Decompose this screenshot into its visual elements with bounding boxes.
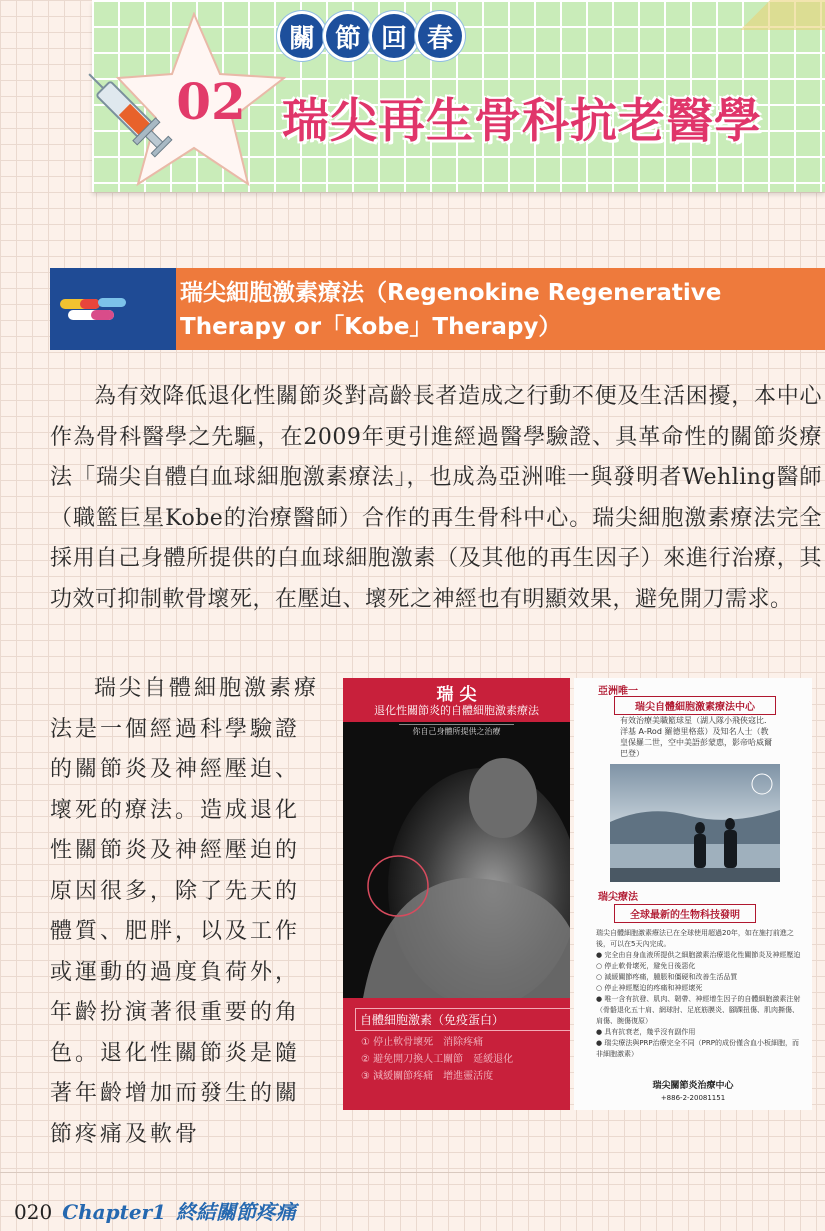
page-number: 020 xyxy=(14,1200,53,1224)
brochure-clinic-name: 瑞尖關節炎治療中心 xyxy=(652,1081,734,1091)
brochure-image-right xyxy=(574,678,812,1110)
section-title: 瑞尖細胞激素療法（Regenokine Regenerative Therapy or「Kobe」Therapy） xyxy=(180,280,722,340)
body-paragraph: 為有效降低退化性關節炎對高齡長者造成之行動不便及生活困擾，本中心作為骨科醫學之先驅，在2009年更引進經過醫學驗證、具革命性的關節炎療法「瑞尖自體白血球細胞激素療法」，也成為亞洲唯一與發明者Wehling醫師（職籃巨星Kobe的治療醫師）合作的再生骨科中心。瑞尖細胞激素療法完全採用自己身體所提供的白血球細胞激素（及其他的再生因子）來進行治療，其功效可抑制軟骨壞死，在壓迫、壞死之神經也有明顯效果，避免開刀需求。 xyxy=(50,384,822,612)
list-item: ● 瑞尖療法與PRP治療完全不同（PRP的成份僅含血小板細胞，而非細胞激素） xyxy=(596,1039,799,1058)
header-badges xyxy=(280,14,462,58)
brochure-image-left xyxy=(343,678,570,1110)
syringe-icon xyxy=(78,58,178,168)
brochure-box-title: 全球最新的生物科技發明 xyxy=(614,904,756,923)
header-tape xyxy=(685,0,825,30)
footer-divider xyxy=(0,1172,825,1173)
brochure-tagline: 你自己身體所提供之治療 xyxy=(399,724,514,737)
list-item: ● 完全由自身血液所提供之細胞激素治療退化性關節炎及神經壓迫 xyxy=(596,951,801,959)
brochure-label: 亞洲唯一 xyxy=(598,686,638,697)
brochure-intro: 有效治療美職籃球星（湖人隊小飛俠寇比．洋基 A-Rod 羅德里格茲）及知名人士（教皇保羅二世，空中美語彭蒙惠，影帝哈威爾巴登） xyxy=(620,716,772,758)
brochure-box-title: 瑞尖自體細胞激素療法中心 xyxy=(614,696,776,715)
pills-icon xyxy=(58,295,128,325)
brochure-brand: 瑞 尖 xyxy=(436,685,477,705)
header-badge: 節 xyxy=(326,14,370,58)
list-item: ○ 減緩關節疼痛，腫脹和僵硬和改善生活品質 xyxy=(596,973,738,981)
chapter-number: 02 xyxy=(176,72,246,131)
brochure-bottom-list xyxy=(361,1034,513,1085)
brochure-list xyxy=(596,928,802,1060)
list-item: ② 避免開刀換人工關節 延緩退化 xyxy=(361,1054,514,1065)
list-item: ① 停止軟骨壞死 消除疼痛 xyxy=(361,1037,484,1048)
list-item: ● 具有抗衰老，幾乎沒有副作用 xyxy=(596,1028,696,1036)
page-title: 瑞尖再生骨科抗老醫學 xyxy=(282,94,762,149)
header-badge: 回 xyxy=(372,14,416,58)
body-paragraph: 瑞尖自體細胞激素療法是一個經過科學驗證的關節炎及神經壓迫、壞死的療法。造成退化性關節炎及神經壓迫的原因很多，除了先天的體質、肥胖，以及工作或運動的過度負荷外，年齡扮演著很重要的角色。退化性關節炎是隨著年齡增加而發生的關節疼痛及軟骨 xyxy=(50,676,320,1147)
landscape-photo xyxy=(610,764,780,882)
brochure-label: 瑞尖療法 xyxy=(598,892,638,903)
list-item: ● 唯一含有抗發、肌肉、韌帶、神經增生因子的自體細胞激素注射（骨骼退化五十肩、網球肘、足底筋膜炎、腳踝扭傷、肌肉撕傷、肩傷、腕傷復原） xyxy=(596,995,801,1025)
brochure-phone: +886-2-20081151 xyxy=(660,1094,726,1102)
page-footer xyxy=(14,1196,296,1225)
list-item: ○ 停止神經壓迫的疼痛和神經壞死 xyxy=(596,984,703,992)
header-badge: 關 xyxy=(280,14,324,58)
brochure-subtitle: 退化性關節炎的自體細胞激素療法 xyxy=(374,704,539,717)
chapter-name: 終結關節疼痛 xyxy=(176,1200,297,1224)
list-item: ○ 停止軟骨壞死，避免日後惡化 xyxy=(596,962,696,970)
chapter-label: Chapter1 xyxy=(62,1200,167,1224)
list-item: 瑞尖自體細胞激素療法已在全球使用超過20年，如在施打前進之後，可以在5天內完成。 xyxy=(596,929,794,948)
list-item: ③ 減緩關節疼痛 增進靈活度 xyxy=(361,1071,494,1082)
header-badge: 春 xyxy=(418,14,462,58)
brochure-bottom-title: 自體細胞激素（免疫蛋白） xyxy=(355,1008,570,1031)
